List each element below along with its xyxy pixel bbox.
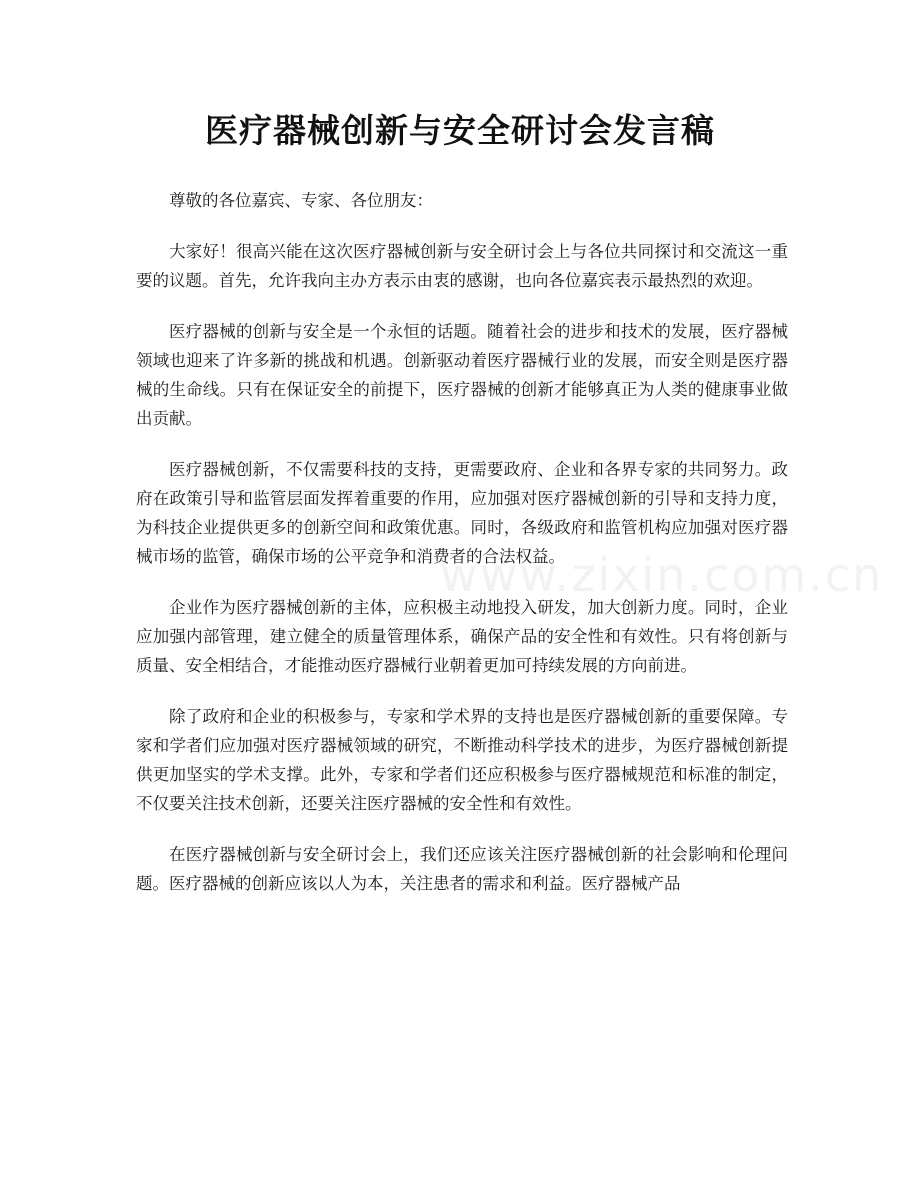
paragraph: 医疗器械创新，不仅需要科技的支持，更需要政府、企业和各界专家的共同努力。政府在政策引导和监管层面发挥着重要的作用，应加强对医疗器械创新的引导和支持力度，为科技企业提供更多的创新空间和政策优惠。同时，各级政府和监管机构应加强对医疗器械市场的监管，确保市场的公平竞争和消费者的合法权益。	[136, 460, 788, 566]
watermark: www.zixin.com.cn	[440, 548, 884, 602]
document-body	[136, 186, 788, 920]
paragraph: 在医疗器械创新与安全研讨会上，我们还应该关注医疗器械创新的社会影响和伦理问题。医疗器械的创新应该以人为本，关注患者的需求和利益。医疗器械产品	[136, 845, 788, 893]
document-title: 医疗器械创新与安全研讨会发言稿	[205, 111, 715, 150]
paragraph: 企业作为医疗器械创新的主体，应积极主动地投入研发，加大创新力度。同时，企业应加强内部管理，建立健全的质量管理体系，确保产品的安全性和有效性。只有将创新与质量、安全相结合，才能推动医疗器械行业朝着更加可持续发展的方向前进。	[136, 598, 788, 675]
paragraph: 除了政府和企业的积极参与，专家和学术界的支持也是医疗器械创新的重要保障。专家和学者们应加强对医疗器械领域的研究，不断推动科学技术的进步，为医疗器械创新提供更加坚实的学术支撑。此外，专家和学者们还应积极参与医疗器械规范和标准的制定，不仅要关注技术创新，还要关注医疗器械的安全性和有效性。	[136, 707, 788, 813]
paragraph-salutation: 尊敬的各位嘉宾、专家、各位朋友：	[169, 191, 433, 210]
paragraph: 医疗器械的创新与安全是一个永恒的话题。随着社会的进步和技术的发展，医疗器械领域也迎来了许多新的挑战和机遇。创新驱动着医疗器械行业的发展，而安全则是医疗器械的生命线。只有在保证安全的前提下，医疗器械的创新才能够真正为人类的健康事业做出贡献。	[136, 322, 788, 428]
paragraph: 大家好！很高兴能在这次医疗器械创新与安全研讨会上与各位共同探讨和交流这一重要的议题。首先，允许我向主办方表示由衷的感谢，也向各位嘉宾表示最热烈的欢迎。	[136, 242, 788, 290]
